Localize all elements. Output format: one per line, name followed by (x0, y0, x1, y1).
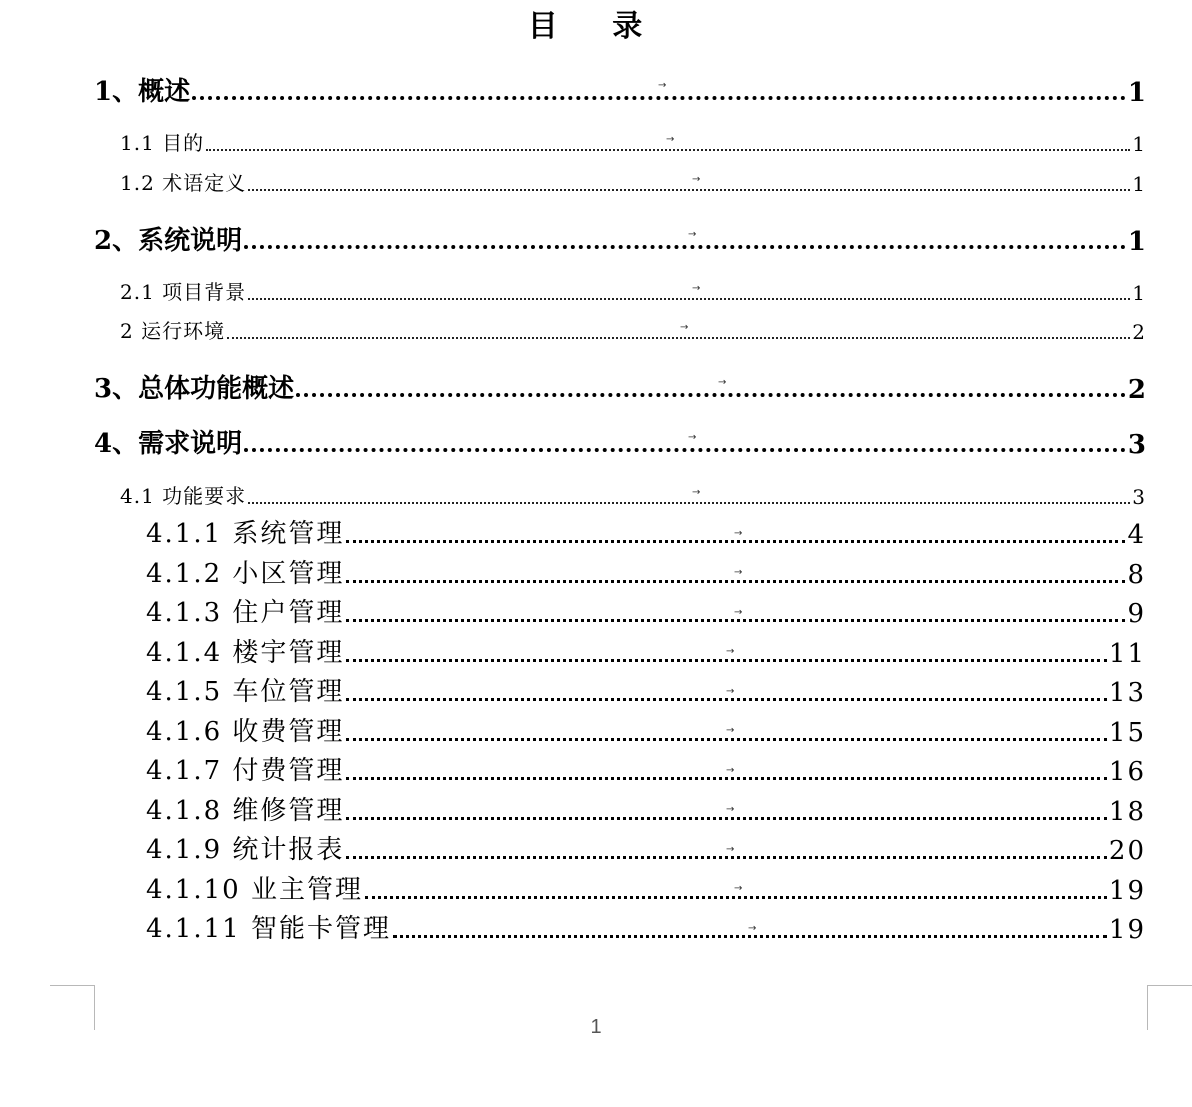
toc-leader (248, 502, 1130, 504)
toc-leader (346, 540, 1125, 543)
toc-leader (296, 393, 1126, 397)
toc-entry-page: 1 (1127, 227, 1146, 257)
toc-entry-requirements[interactable] (94, 420, 1146, 460)
toc-entry-payment-management[interactable] (146, 753, 1146, 787)
toc-leader (346, 777, 1106, 780)
tab-mark-icon: → (692, 487, 701, 498)
toc-entry-label: 4.1.3 住户管理 (146, 598, 345, 628)
tab-mark-icon: → (726, 765, 735, 776)
tab-mark-icon: → (692, 283, 701, 294)
toc-entry-label: 4.1.2 小区管理 (146, 559, 345, 589)
toc-leader (346, 580, 1125, 583)
tab-mark-icon: → (688, 229, 697, 240)
toc-leader (244, 448, 1126, 452)
toc-entry-functional-requirements[interactable] (120, 481, 1146, 509)
toc-entry-label: 4.1.6 收费管理 (146, 717, 345, 747)
toc-entry-overview[interactable] (94, 68, 1146, 108)
toc-entry-smart-card-management[interactable] (146, 911, 1146, 945)
toc-entry-resident-management[interactable] (146, 595, 1146, 629)
toc-leader (248, 189, 1130, 191)
tab-mark-icon: → (748, 923, 757, 934)
tab-mark-icon: → (734, 567, 743, 578)
toc-entry-page: 4 (1127, 520, 1146, 550)
toc-entry-maintenance-management[interactable] (146, 793, 1146, 827)
toc-entry-page: 1 (1132, 281, 1146, 305)
toc-leader (346, 698, 1106, 701)
toc-entry-page: 19 (1108, 876, 1146, 906)
toc-entry-page: 11 (1108, 639, 1146, 669)
toc-entry-label: 4.1.9 统计报表 (146, 835, 345, 865)
tab-mark-icon: → (734, 607, 743, 618)
toc-leader (346, 856, 1106, 859)
toc-entry-community-management[interactable] (146, 556, 1146, 590)
toc-entry-building-management[interactable] (146, 635, 1146, 669)
toc-entry-label: 4.1.7 付费管理 (146, 756, 345, 786)
toc-entry-label: 2 运行环境 (120, 319, 226, 343)
toc-entry-label: 1.1 目的 (120, 131, 205, 155)
toc-entry-label: 4.1.4 楼宇管理 (146, 638, 345, 668)
toc-entry-page: 16 (1108, 757, 1146, 787)
toc-entry-page: 15 (1108, 718, 1146, 748)
toc-entry-purpose[interactable] (120, 128, 1146, 156)
tab-mark-icon: → (692, 174, 701, 185)
toc-entry-owner-management[interactable] (146, 872, 1146, 906)
toc-entry-page: 18 (1108, 797, 1146, 827)
toc-entry-statistical-reports[interactable] (146, 832, 1146, 866)
toc-leader (206, 149, 1130, 151)
toc-leader (393, 935, 1107, 938)
toc-entry-page: 2 (1132, 320, 1146, 344)
tab-mark-icon: → (666, 134, 675, 145)
toc-entry-page: 13 (1108, 678, 1146, 708)
toc-entry-page: 2 (1127, 375, 1146, 405)
tab-mark-icon: → (688, 432, 697, 443)
toc-entry-label: 1、概述 (94, 77, 191, 107)
toc-entry-parking-management[interactable] (146, 674, 1146, 708)
tab-mark-icon: → (734, 528, 743, 539)
tab-mark-icon: → (726, 725, 735, 736)
tab-mark-icon: → (726, 686, 735, 697)
toc-entry-label: 2、系统说明 (94, 226, 243, 256)
toc-entry-functional-overview[interactable] (94, 365, 1146, 405)
tab-mark-icon: → (718, 377, 727, 388)
toc-entry-system-description[interactable] (94, 217, 1146, 257)
toc-entry-page: 1 (1127, 78, 1146, 108)
toc-entry-label: 1.2 术语定义 (120, 171, 247, 195)
toc-entry-page: 9 (1127, 599, 1146, 629)
toc-leader (248, 298, 1130, 300)
tab-mark-icon: → (734, 883, 743, 894)
tab-mark-icon: → (658, 80, 667, 91)
toc-leader (346, 738, 1106, 741)
toc-entry-label: 4.1.10 业主管理 (146, 875, 363, 905)
toc-entry-label: 4.1.11 智能卡管理 (146, 914, 391, 944)
toc-entry-label: 2.1 项目背景 (120, 280, 247, 304)
tab-mark-icon: → (726, 804, 735, 815)
toc-entry-label: 4、需求说明 (94, 429, 243, 459)
toc-entry-runtime-environment[interactable] (120, 316, 1146, 344)
toc-leader (365, 896, 1107, 899)
toc-entry-page: 8 (1127, 560, 1146, 590)
toc-leader (244, 245, 1126, 249)
toc-title: 目 录 (527, 9, 665, 44)
tab-mark-icon: → (726, 844, 735, 855)
toc-entry-billing-management[interactable] (146, 714, 1146, 748)
toc-leader (346, 817, 1106, 820)
toc-entry-terms[interactable] (120, 168, 1146, 196)
toc-entry-page: 1 (1132, 132, 1146, 156)
toc-leader (346, 659, 1106, 662)
toc-entry-project-background[interactable] (120, 277, 1146, 305)
toc-entry-label: 4.1.5 车位管理 (146, 677, 345, 707)
toc-entry-label: 3、总体功能概述 (94, 374, 295, 404)
toc-entry-page: 1 (1132, 172, 1146, 196)
toc-leader (227, 337, 1130, 339)
toc-entry-page: 19 (1108, 915, 1146, 945)
toc-entry-page: 20 (1108, 836, 1146, 866)
toc-entry-label: 4.1 功能要求 (120, 484, 247, 508)
toc-entry-label: 4.1.1 系统管理 (146, 519, 345, 549)
toc-entry-page: 3 (1132, 485, 1146, 509)
toc-leader (192, 96, 1126, 100)
toc-entry-page: 3 (1127, 430, 1146, 460)
tab-mark-icon: → (726, 646, 735, 657)
toc-entry-label: 4.1.8 维修管理 (146, 796, 345, 826)
toc-leader (346, 619, 1125, 622)
tab-mark-icon: → (680, 322, 689, 333)
toc-entry-system-management[interactable] (146, 516, 1146, 550)
page-number: 1 (590, 1016, 602, 1038)
